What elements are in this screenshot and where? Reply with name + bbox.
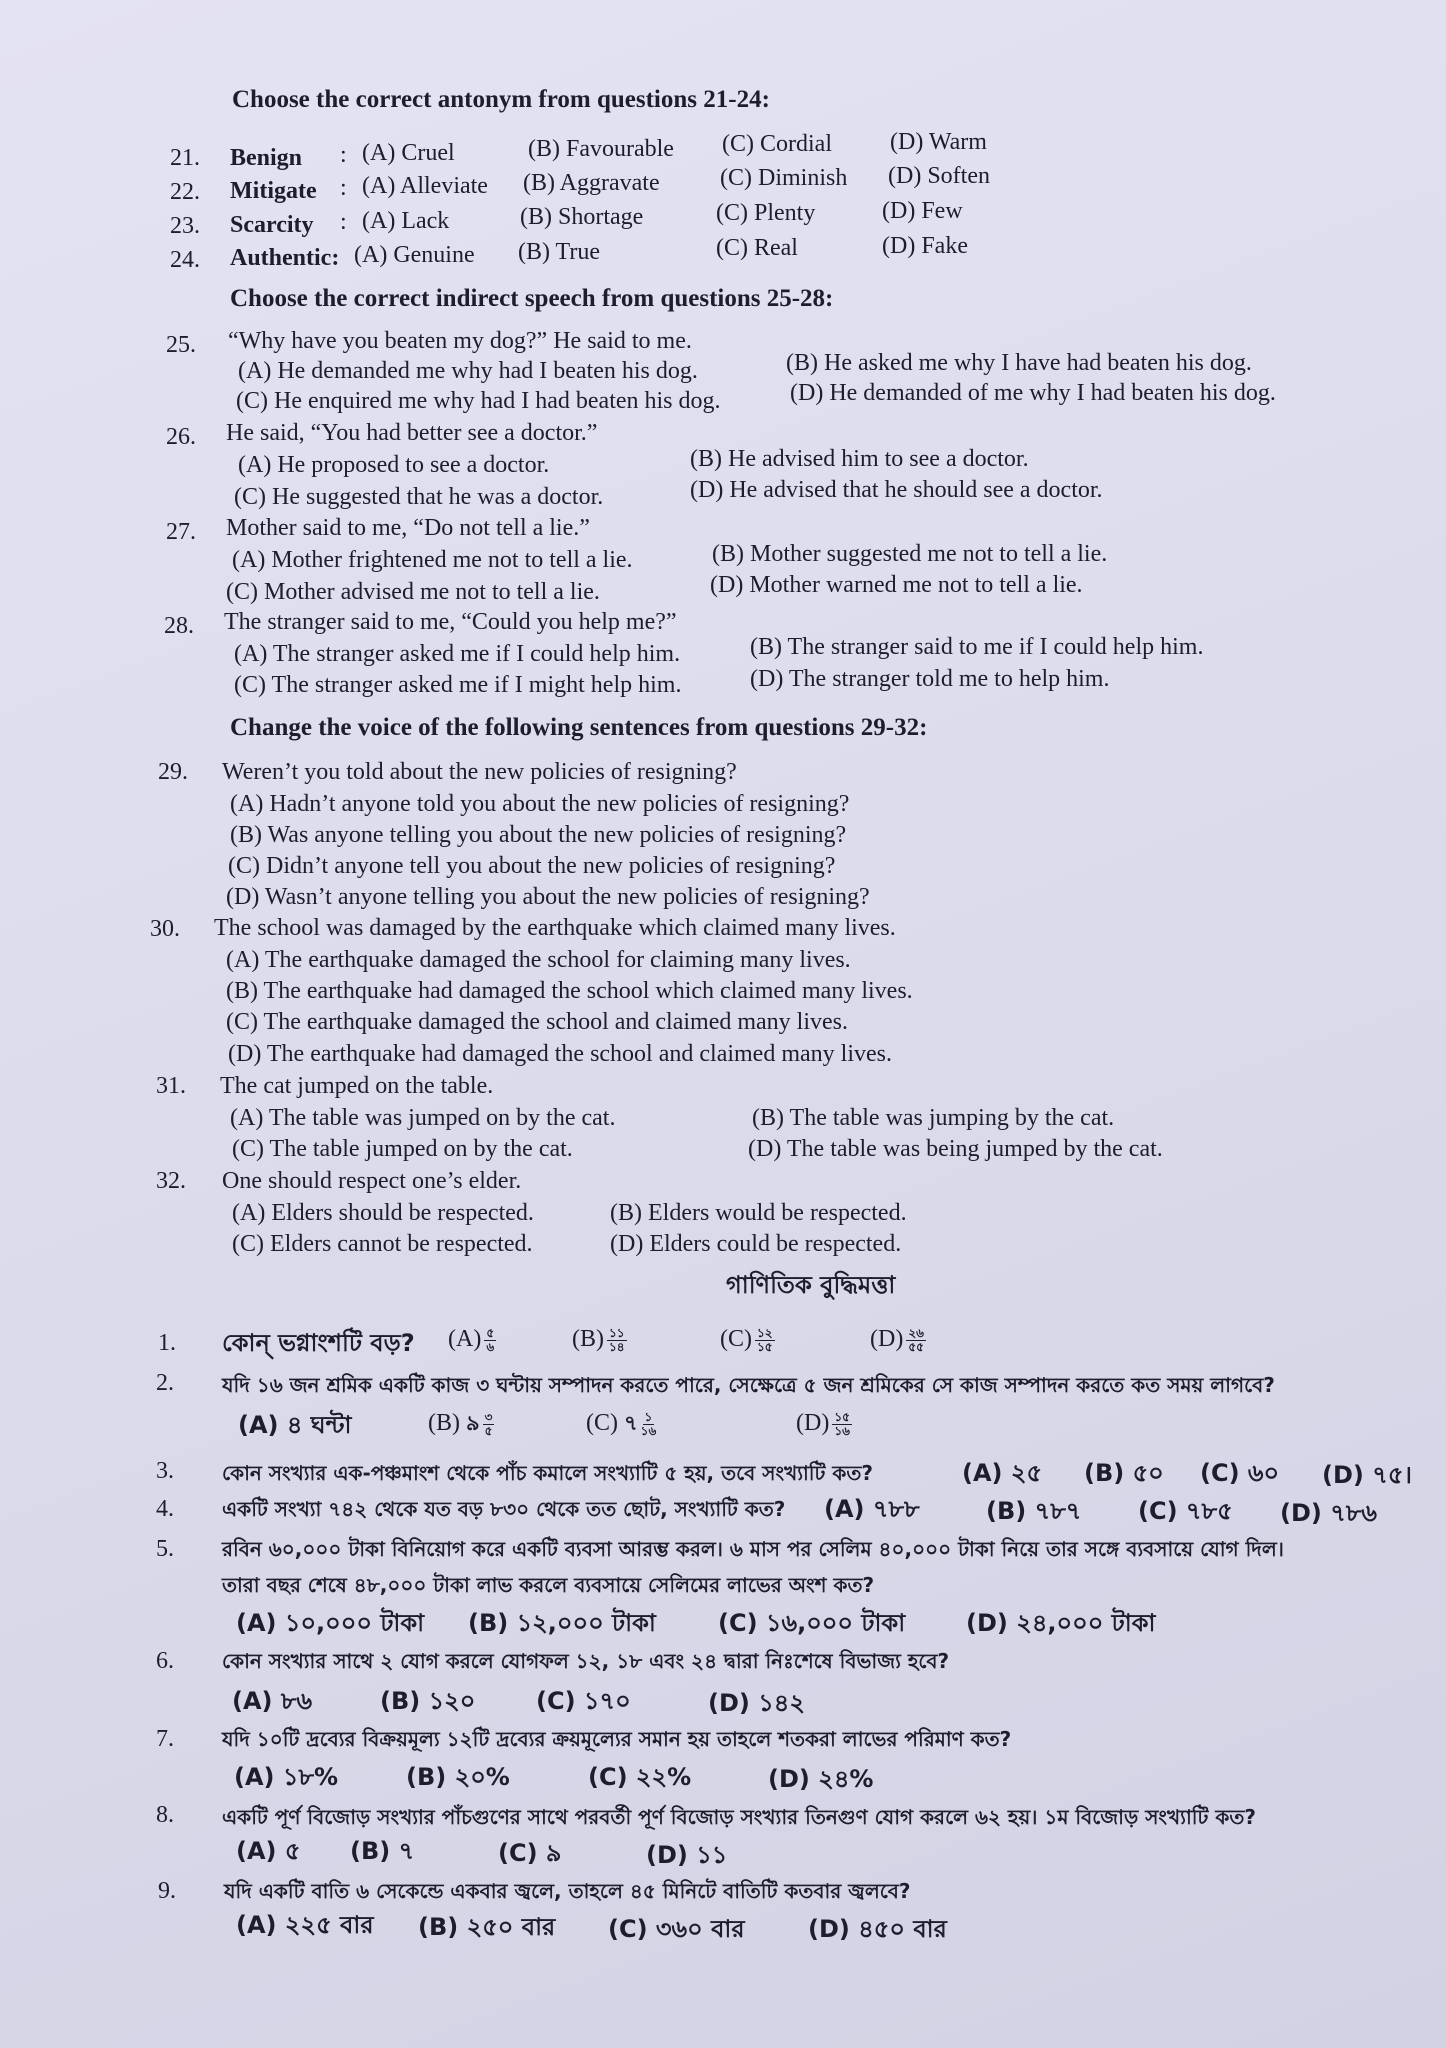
option-b[interactable]: (B) Elders would be respected. — [610, 1200, 907, 1226]
option-c[interactable]: (C) ১৬,০০০ টাকা — [718, 1609, 906, 1637]
option-a[interactable]: (A) He demanded me why had I beaten his dog. — [238, 358, 698, 384]
question-number: 26. — [166, 424, 196, 450]
option-a[interactable]: (A) ২২৫ বার — [236, 1911, 374, 1939]
option-d[interactable]: (D) Mother warned me not to tell a lie. — [710, 572, 1083, 598]
option-b[interactable]: (B) Shortage — [520, 204, 644, 230]
option-b[interactable]: (B) ১২,০০০ টাকা — [468, 1609, 656, 1637]
question-number: 29. — [158, 759, 188, 785]
option-label: (C) — [720, 1326, 752, 1352]
option-d[interactable]: (D) The stranger told me to help him. — [750, 666, 1110, 692]
denominator: ১৬ — [834, 1423, 850, 1438]
fraction — [607, 1327, 627, 1354]
option-d[interactable]: (D) He advised that he should see a doctor. — [690, 477, 1103, 503]
option-b[interactable]: (B) ২৫০ বার — [418, 1913, 556, 1941]
question-text: The stranger said to me, “Could you help me?” — [224, 609, 677, 635]
question-word: Benign — [230, 145, 303, 171]
option-label: (B) — [572, 1326, 604, 1352]
option-b[interactable] — [428, 1408, 494, 1438]
whole-part: ৭ — [624, 1411, 638, 1435]
denominator: ১৬ — [640, 1423, 657, 1438]
fraction — [641, 1411, 657, 1438]
option-c[interactable]: (C) ৬০ — [1200, 1459, 1280, 1487]
numerator: ৩ — [484, 1409, 493, 1424]
option-a[interactable]: (A) Cruel — [362, 140, 455, 166]
question-text: কোন্ ভগ্নাংশটি বড়? — [222, 1329, 415, 1357]
fraction — [832, 1411, 852, 1438]
question-number: 30. — [150, 916, 180, 942]
option-b[interactable]: (B) Aggravate — [523, 170, 660, 196]
question-text: একটি সংখ্যা ৭৪২ থেকে যত বড় ৮৩০ থেকে তত ছোট, সংখ্যাটি কত? — [222, 1497, 786, 1521]
option-b[interactable]: (B) ৭৮৭ — [986, 1497, 1082, 1525]
option-a[interactable]: (A) Hadn’t anyone told you about the new policies of resigning? — [230, 791, 850, 817]
option-c[interactable]: (C) He suggested that he was a doctor. — [234, 484, 604, 510]
option-c[interactable]: (C) Mother advised me not to tell a lie. — [226, 579, 600, 605]
question-number: 22. — [170, 179, 200, 205]
option-b[interactable]: (B) ২০% — [406, 1763, 510, 1791]
option-c[interactable]: (C) ৩৬০ বার — [608, 1915, 745, 1943]
denominator: ৫৫ — [908, 1339, 924, 1354]
option-d[interactable]: (D) Warm — [890, 129, 987, 155]
question-text: কোন সংখ্যার এক-পঞ্চমাংশ থেকে পাঁচ কমালে সংখ্যাটি ৫ হয়, তবে সংখ্যাটি কত? — [222, 1461, 873, 1485]
question-number: 27. — [166, 519, 196, 545]
question-text: যদি ১৬ জন শ্রমিক একটি কাজ ৩ ঘন্টায় সম্পাদন করতে পারে, সেক্ষেত্রে ৫ জন শ্রমিকের সে কাজ সম্পাদন করতে কত সময় লাগবে? — [222, 1373, 1275, 1397]
question-word: Authentic: — [230, 245, 340, 271]
question-text: যদি একটি বাতি ৬ সেকেন্ডে একবার জ্বলে, তাহলে ৪৫ মিনিটে বাতিটি কতবার জ্বলবে? — [224, 1879, 911, 1903]
option-c[interactable]: (C) Plenty — [716, 200, 816, 226]
question-text: Weren’t you told about the new policies of resigning? — [222, 759, 737, 785]
option-c[interactable] — [720, 1324, 775, 1354]
numerator: ১২ — [757, 1325, 773, 1340]
option-d[interactable]: (D) ৭৮৬ — [1280, 1499, 1377, 1527]
section-heading-voice: Change the voice of the following sentences from questions 29-32: — [230, 714, 928, 741]
section-heading-antonym: Choose the correct antonym from questions 21-24: — [232, 86, 770, 113]
option-a[interactable]: (A) ৫ — [236, 1837, 301, 1865]
fraction — [484, 1327, 496, 1354]
question-number: 4. — [156, 1496, 174, 1522]
separator: : — [340, 142, 347, 168]
option-d[interactable]: (D) The earthquake had damaged the school and claimed many lives. — [228, 1041, 892, 1067]
question-text: একটি পূর্ণ বিজোড় সংখ্যার পাঁচগুণের সাথে পরবর্তী পূর্ণ বিজোড় সংখ্যার তিনগুণ যোগ করলে ৬২ হয়। ১ম বিজোড় সংখ্যাটি কত? — [222, 1805, 1256, 1829]
question-text: যদি ১০টি দ্রব্যের বিক্রয়মূল্য ১২টি দ্রব্যের ক্রয়মূল্যের সমান হয় তাহলে শতকরা লাভের পরিমাণ কত? — [222, 1727, 1012, 1751]
option-a[interactable] — [448, 1324, 496, 1354]
question-text: Mother said to me, “Do not tell a lie.” — [226, 515, 590, 541]
option-c[interactable]: (C) Cordial — [722, 131, 832, 157]
option-a[interactable]: (A) Genuine — [354, 242, 475, 268]
option-c[interactable] — [586, 1408, 656, 1438]
option-d[interactable]: (D) Few — [882, 198, 963, 224]
numerator: ৫ — [486, 1325, 495, 1340]
question-text: One should respect one’s elder. — [222, 1168, 522, 1194]
option-c[interactable]: (C) Real — [716, 235, 798, 261]
option-b[interactable]: (B) Mother suggested me not to tell a lie. — [712, 541, 1108, 567]
option-a[interactable]: (A) ৪ ঘন্টা — [238, 1411, 352, 1439]
question-number: 3. — [156, 1458, 174, 1484]
option-a[interactable]: (A) ২৫ — [962, 1459, 1043, 1487]
option-d[interactable]: (D) Fake — [882, 233, 968, 259]
separator: : — [340, 209, 347, 235]
option-b[interactable]: (B) The earthquake had damaged the school which claimed many lives. — [226, 978, 913, 1004]
option-b[interactable]: (B) Was anyone telling you about the new policies of resigning? — [230, 822, 847, 848]
option-b[interactable]: (B) He asked me why I have had beaten his dog. — [786, 350, 1252, 376]
option-a[interactable]: (A) He proposed to see a doctor. — [238, 452, 550, 478]
question-number: 8. — [156, 1802, 174, 1828]
option-d[interactable]: (D) ১৪২ — [708, 1689, 805, 1717]
option-d[interactable]: (D) Soften — [888, 163, 990, 189]
option-b[interactable]: (B) The table was jumping by the cat. — [752, 1105, 1115, 1131]
option-d[interactable] — [796, 1408, 852, 1438]
question-number: 2. — [156, 1370, 174, 1396]
option-c[interactable]: (C) Didn’t anyone tell you about the new policies of resigning? — [228, 853, 836, 879]
option-d[interactable]: (D) ২৪% — [768, 1765, 874, 1793]
option-a[interactable]: (A) ৮৬ — [232, 1687, 313, 1715]
option-d[interactable]: (D) ৭৫। — [1322, 1461, 1412, 1489]
question-number: 32. — [156, 1168, 186, 1194]
option-c[interactable]: (C) ২২% — [588, 1763, 692, 1791]
fraction — [906, 1327, 926, 1354]
question-text: রবিন ৬০,০০০ টাকা বিনিয়োগ করে একটি ব্যবসা আরম্ভ করল। ৬ মাস পর সেলিম ৪০,০০০ টাকা নিয়ে তার সঙ্গে ব্যবসায়ে যোগ দিল। — [222, 1537, 1284, 1561]
option-a[interactable]: (A) ৭৮৮ — [824, 1495, 920, 1523]
option-b[interactable]: (B) Favourable — [528, 136, 674, 162]
question-word: Mitigate — [230, 178, 317, 204]
whole-part: ৯ — [466, 1411, 480, 1435]
option-d[interactable]: (D) He demanded of me why I had beaten his dog. — [790, 380, 1276, 406]
option-b[interactable]: (B) ৭ — [350, 1837, 415, 1865]
question-number: 24. — [170, 247, 200, 273]
denominator: ৫ — [484, 1423, 493, 1438]
option-c[interactable]: (C) The stranger asked me if I might help him. — [234, 672, 682, 698]
option-a[interactable]: (A) ১০,০০০ টাকা — [236, 1609, 425, 1637]
question-text: He said, “You had better see a doctor.” — [226, 420, 598, 446]
question-number: 9. — [158, 1878, 176, 1904]
question-text: “Why have you beaten my dog?” He said to me. — [228, 328, 692, 354]
denominator: ৬ — [486, 1339, 495, 1354]
option-c[interactable]: (C) He enquired me why had I had beaten his dog. — [236, 388, 721, 414]
option-b[interactable] — [572, 1324, 627, 1354]
fraction — [755, 1327, 775, 1354]
separator: : — [340, 175, 347, 201]
question-number: 23. — [170, 213, 200, 239]
option-label: (C) — [586, 1410, 618, 1436]
question-text: The cat jumped on the table. — [220, 1073, 494, 1099]
option-c[interactable]: (C) ১৭০ — [536, 1687, 631, 1715]
option-a[interactable]: (A) Alleviate — [362, 173, 488, 199]
fraction — [483, 1411, 495, 1438]
option-b[interactable]: (B) True — [518, 239, 601, 265]
question-number: 7. — [156, 1726, 174, 1752]
option-a[interactable]: (A) ১৮% — [234, 1763, 339, 1791]
question-text: কোন সংখ্যার সাথে ২ যোগ করলে যোগফল ১২, ১৮ এবং ২৪ দ্বারা নিঃশেষে বিভাজ্য হবে? — [222, 1649, 950, 1673]
section-heading-indirect-speech: Choose the correct indirect speech from questions 25-28: — [230, 285, 834, 312]
numerator: ২৬ — [908, 1325, 924, 1340]
option-label: (D) — [870, 1326, 904, 1352]
denominator: ১৫ — [757, 1339, 773, 1354]
option-b[interactable]: (B) He advised him to see a doctor. — [690, 446, 1029, 472]
denominator: ১৪ — [609, 1339, 625, 1354]
option-a[interactable]: (A) The stranger asked me if I could help him. — [234, 641, 681, 667]
option-c[interactable]: (C) ৯ — [498, 1839, 562, 1867]
question-number: 25. — [166, 332, 196, 358]
option-d[interactable]: (D) The table was being jumped by the cat. — [748, 1136, 1163, 1162]
option-a[interactable]: (A) Elders should be respected. — [232, 1200, 534, 1226]
option-d[interactable]: (D) Elders could be respected. — [610, 1231, 902, 1257]
option-b[interactable]: (B) The stranger said to me if I could help him. — [750, 634, 1204, 660]
option-c[interactable]: (C) ৭৮৫ — [1138, 1497, 1233, 1525]
option-d[interactable]: (D) ২৪,০০০ টাকা — [966, 1609, 1156, 1637]
question-number: 28. — [164, 613, 194, 639]
question-number: 1. — [158, 1330, 176, 1356]
option-d[interactable] — [870, 1324, 926, 1354]
numerator: ১৫ — [834, 1409, 850, 1424]
numerator: ১ — [644, 1409, 653, 1424]
option-c[interactable]: (C) The earthquake damaged the school and claimed many lives. — [226, 1009, 849, 1035]
numerator: ১১ — [609, 1325, 625, 1340]
option-a[interactable]: (A) The table was jumped on by the cat. — [230, 1105, 616, 1131]
question-text-continued: তারা বছর শেষে ৪৮,০০০ টাকা লাভ করলে ব্যবসায়ে সেলিমের লাভের অংশ কত? — [222, 1573, 875, 1597]
option-c[interactable]: (C) The table jumped on by the cat. — [232, 1136, 573, 1162]
option-label: (A) — [448, 1326, 482, 1352]
option-c[interactable]: (C) Elders cannot be respected. — [232, 1231, 533, 1257]
question-number: 5. — [156, 1536, 174, 1562]
option-a[interactable]: (A) Mother frightened me not to tell a lie. — [232, 547, 633, 573]
question-text: The school was damaged by the earthquake which claimed many lives. — [214, 915, 896, 941]
option-d[interactable]: (D) ৪৫০ বার — [808, 1915, 947, 1943]
option-b[interactable]: (B) ১২০ — [380, 1687, 476, 1715]
option-c[interactable]: (C) Diminish — [720, 165, 848, 191]
question-number: 21. — [170, 145, 200, 171]
option-a[interactable]: (A) The earthquake damaged the school for claiming many lives. — [226, 947, 851, 973]
question-word: Scarcity — [230, 212, 314, 238]
option-d[interactable]: (D) ১১ — [646, 1841, 728, 1869]
section-heading-math: গাণিতিক বুদ্ধিমত্তা — [726, 1271, 896, 1299]
option-label: (D) — [796, 1410, 830, 1436]
question-number: 31. — [156, 1073, 186, 1099]
option-label: (B) — [428, 1410, 460, 1436]
question-number: 6. — [156, 1648, 174, 1674]
option-d[interactable]: (D) Wasn’t anyone telling you about the new policies of resigning? — [226, 884, 870, 910]
option-b[interactable]: (B) ৫০ — [1084, 1459, 1164, 1487]
option-a[interactable]: (A) Lack — [362, 208, 450, 234]
